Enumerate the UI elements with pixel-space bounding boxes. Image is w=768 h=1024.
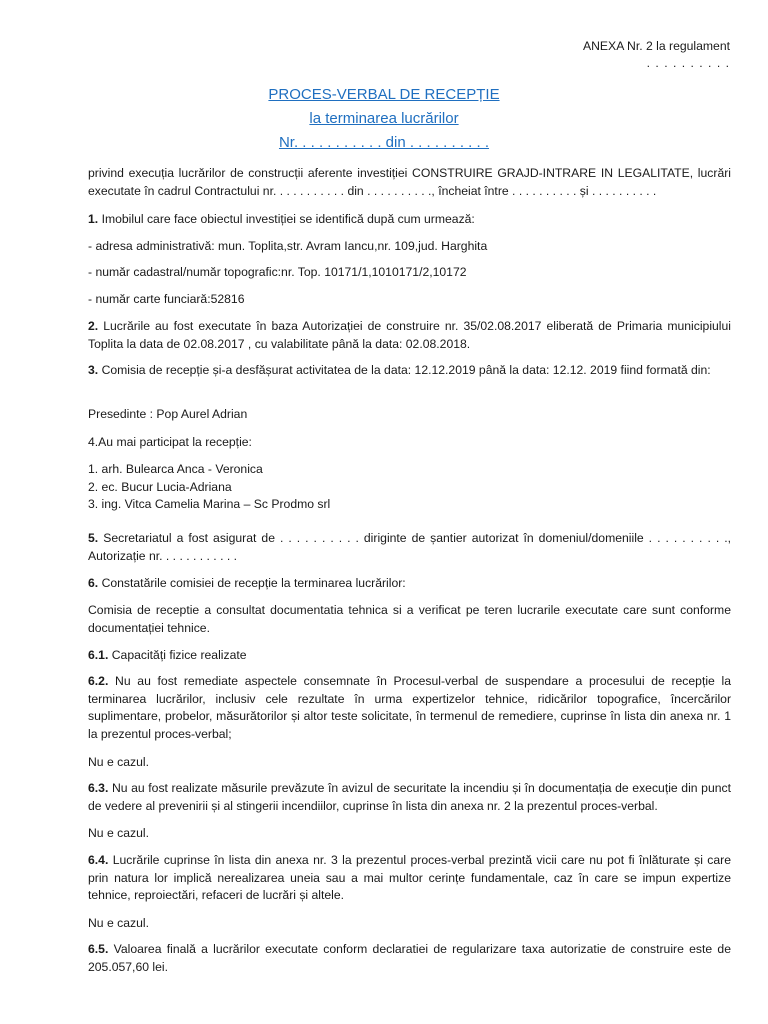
member-item: 3. ing. Vitca Camelia Marina – Sc Prodmo srl (88, 497, 331, 511)
section-6-3-text: Nu au fost realizate măsurile prevăzute în avizul de securitate la incendiu și în documentația de execuție din punct de vedere al prevenirii și al stingerii incendiilor, cuprinse în lista din anexa nr. 2 la prezentul proces-verbal. (88, 781, 731, 813)
title-line-1: PROCES-VERBAL DE RECEPȚIE (268, 86, 500, 103)
title-line-3: Nr. . . . . . . . . . . din . . . . . . . . . . (278, 134, 490, 151)
section-6-2 (88, 673, 731, 743)
section-6-3-number: 6.3. (88, 781, 109, 795)
member-item: 2. ec. Bucur Lucia-Adriana (88, 479, 232, 494)
section-5-number: 5. (88, 531, 99, 545)
section-6-1-number: 6.1. (88, 648, 109, 662)
section-6-2-text: Nu au fost remediate aspectele consemnate în Procesul-verbal de suspendare a procesului de recepție la terminarea lucrărilor, inclusiv cele rezultate în urma expertizelor tehnice, ridicărilor topografice, încercărilor suplimentare, probelor, măsurătorilor și altor teste solicitate, în termenul de remediere, cuprinse în lista din anexa nr. 1 la prezentul proces-verbal; (88, 674, 731, 741)
section-5-text: Secretariatul a fost asigurat de . . . . . . . . . . diriginte de șantier autorizat în domeniul/domeniile . . . . . . . . . ., Autorizație nr. . . . . . . . . . . . (88, 531, 731, 563)
section-3-text: Comisia de recepție și-a desfășurat activitatea de la data: 12.12.2019 până la data: 12.12. 2019 fiind formată din: (101, 363, 711, 377)
section-6-1-text: Capacități fizice realizate (111, 648, 247, 662)
section-5 (88, 530, 731, 565)
section-3-number: 3. (88, 363, 99, 377)
land-registry-line: - număr carte funciară:52816 (88, 292, 245, 306)
section-6-3 (88, 780, 731, 815)
section-1-number: 1. (88, 212, 99, 226)
section-2 (88, 318, 731, 353)
commission-paragraph: Comisia de receptie a consultat documentatia tehnica si a verificat pe teren lucrarile executate care sunt conforme documentației tehnice. (88, 603, 731, 635)
section-6-2-note: Nu e cazul. (88, 755, 149, 769)
section-6-text: Constatările comisiei de recepție la terminarea lucrărilor: (101, 576, 406, 590)
section-1 (88, 211, 731, 229)
section-6-5-number: 6.5. (88, 942, 109, 956)
section-3 (88, 362, 731, 380)
section-6-4-number: 6.4. (88, 853, 109, 867)
section-6-4-text: Lucrările cuprinse în lista din anexa nr. 3 la prezentul proces-verbal prezintă vicii care nu pot fi înlăturate și care prin natura lor implică nerealizarea uneia sau a mai multor cerințe fundamentale, caz în care se impun expertize tehnice, reproiectări, refaceri de lucrări și altele. (88, 853, 731, 902)
annex-label: ANEXA Nr. 2 la regulament (583, 39, 730, 53)
cadastral-line: - număr cadastral/număr topografic:nr. Top. 10171/1,1010171/2,10172 (88, 265, 467, 279)
section-6 (88, 575, 731, 593)
president-line: Presedinte : Pop Aurel Adrian (88, 407, 248, 421)
section-6-4-note: Nu e cazul. (88, 916, 149, 930)
section-6-2-number: 6.2. (88, 674, 109, 688)
address-line: - adresa administrativă: mun. Toplita,str. Avram Iancu,nr. 109,jud. Harghita (88, 239, 488, 253)
section-6-5-text: Valoarea finală a lucrărilor executate conform declaratiei de regularizare taxa autorizatie de construire este de 205.057,60 lei. (88, 942, 731, 974)
members-list (88, 461, 731, 514)
section-6-number: 6. (88, 576, 99, 590)
intro-paragraph: privind execuția lucrărilor de construcții aferente investiției CONSTRUIRE GRAJD-INTRARE IN LEGALITATE, lucrări executate în cadrul Contractului nr. . . . . . . . . . . din . . . . . . . . . ., încheiat între . . . . . . . . . . și . . . . . . . . . . (88, 166, 731, 198)
section-2-text: Lucrările au fost executate în baza Autorizației de construire nr. 35/02.08.2017 eliberată de Primaria municipiului Toplita la data de 02.08.2017 , cu valabilitate până la data: 02.08.2018. (88, 319, 731, 351)
section-2-number: 2. (88, 319, 99, 333)
section-1-text: Imobilul care face obiectul investiției se identifică după cum urmează: (101, 212, 475, 226)
title-line-2: la terminarea lucrărilor (309, 110, 459, 127)
member-item: 1. arh. Bulearca Anca - Veronica (88, 462, 263, 476)
section-6-5 (88, 941, 731, 976)
section-4-text: 4.Au mai participat la recepție: (88, 435, 252, 449)
section-6-4 (88, 852, 731, 905)
annex-dots: . . . . . . . . . . (646, 56, 730, 70)
section-6-3-note: Nu e cazul. (88, 826, 149, 840)
section-6-1 (88, 647, 731, 665)
